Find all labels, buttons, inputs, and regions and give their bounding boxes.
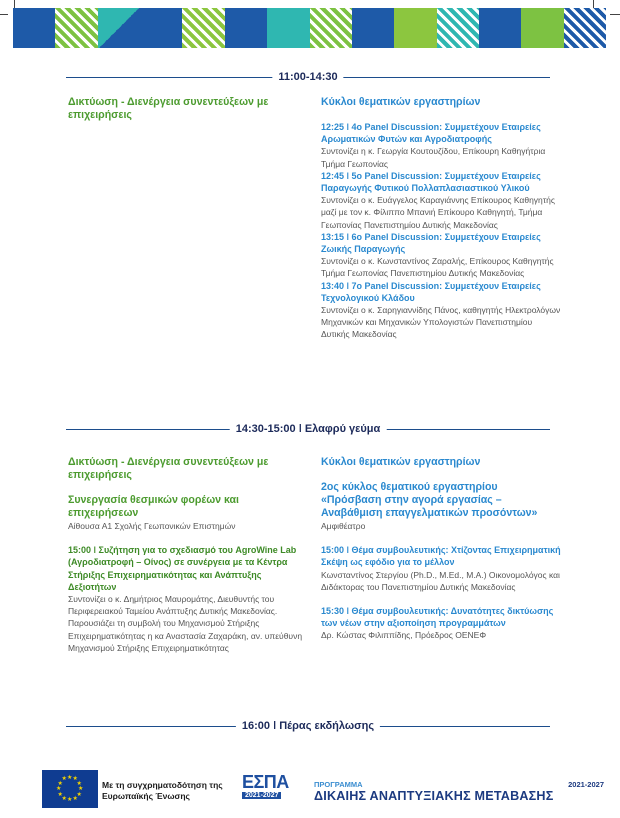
eu-cofunding-text: Με τη συγχρηματοδότηση της Ευρωπαϊκής Ένωσης — [102, 780, 223, 801]
panel-title: 13:40 ǀ 7ο Panel Discussion: Συμμετέχουν Εταιρείες Τεχνολογικού Κλάδου — [321, 280, 541, 303]
eu-flag-logo — [42, 770, 98, 808]
espa-logo — [242, 772, 312, 808]
section-heading: Δικτύωση - Διενέργεια συνεντεύξεων με επιχειρήσεις — [68, 96, 269, 121]
panel-desc: Συντονίζει ο κ. Σαρηγιαννίδης Πάνος, καθηγητής Ηλεκτρολόγων Μηχανικών και Μηχανικών Υπολογιστών Πανεπιστημίου Δυτικής Μακεδονίας — [321, 305, 561, 340]
session-time: 16:00 ǀ Πέρας εκδήλωσης — [236, 719, 380, 733]
star-icon: ★ — [57, 780, 63, 787]
star-icon: ★ — [76, 780, 82, 787]
star-icon: ★ — [76, 791, 82, 798]
crop-mark — [0, 14, 8, 15]
footer-logos — [42, 770, 602, 810]
section-heading: Κύκλοι θεματικών εργαστηρίων — [321, 456, 481, 468]
banner-tile — [352, 8, 394, 48]
banner-tile — [267, 8, 309, 48]
section-heading: Δικτύωση - Διενέργεια συνεντεύξεων με επιχειρήσεις — [68, 456, 269, 481]
panel-desc: Συντονίζει η κ. Γεωργία Κουτουζίδου, Επίκουρη Καθηγήτρια Τμήμα Γεωπονίας — [321, 146, 546, 169]
star-icon: ★ — [72, 795, 78, 802]
banner-tile — [13, 8, 55, 48]
banner-tile — [521, 8, 563, 48]
panel-title: 12:45 ǀ 5ο Panel Discussion: Συμμετέχουν Εταιρείες Παραγωγής Φυτικού Πολλαπλασιαστικού Υλικού — [321, 170, 541, 194]
block1-right — [321, 96, 561, 341]
star-icon: ★ — [78, 786, 84, 792]
programme-years: 2021-2027 — [568, 780, 604, 789]
item-desc: Δρ. Κώστας Φιλιππίδης, Πρόεδρος ΟΕΝΕΦ — [321, 630, 487, 641]
banner-tile — [225, 8, 267, 48]
section-heading: Κύκλοι θεματικών εργαστηρίων — [321, 96, 481, 108]
item-title: 15:00 ǀ Θέμα συμβουλευτικής: Χτίζοντας Επιχειρηματική Σκέψη ως εφόδιο για το μέλλον — [321, 545, 561, 568]
block1-left — [68, 96, 308, 122]
crop-mark — [14, 0, 15, 8]
block2-right — [321, 456, 561, 642]
panel-desc: Συντονίζει ο κ. Κωνσταντίνος Ζαραλής, Επίκουρος Καθηγητής Τμήμα Γεωπονίας Πανεπιστημίου Δυτικής Μακεδονίας — [321, 256, 554, 279]
banner-tile — [55, 8, 97, 48]
star-icon: ★ — [67, 797, 73, 803]
timeline-divider — [66, 719, 550, 733]
programme-name: ΔΙΚΑΙΗΣ ΑΝΑΠΤΥΞΙΑΚΗΣ ΜΕΤΑΒΑΣΗΣ — [314, 789, 554, 803]
star-icon: ★ — [57, 791, 63, 798]
venue: Αίθουσα Α1 Σχολής Γεωπονικών Επιστημών — [68, 521, 236, 531]
star-icon: ★ — [56, 786, 62, 792]
item-title: 15:30 ǀ Θέμα συμβουλευτικής: Δυνατότητες δικτύωσης των νέων στην αξιοποίηση προγραμμάτων — [321, 606, 554, 629]
banner-tile — [98, 8, 140, 48]
item-desc: Κωνσταντίνος Στεργίου (Ph.D., M.Ed., M.A.) Οικονομολόγος και Διδάκτορας του Πανεπιστημίου Δυτικής Μακεδονίας — [321, 569, 560, 592]
subsection-heading: 2ος κύκλος θεματικού εργαστηρίου «Πρόσβαση στην αγορά εργασίας – Αναβάθμιση επαγγελματικών προσόντων» — [321, 481, 538, 519]
programme-label: ΠΡΟΓΡΑΜΜΑ — [314, 780, 363, 789]
block2-left — [68, 456, 308, 654]
panel-title: 12:25 ǀ 4ο Panel Discussion: Συμμετέχουν Εταιρείες Αρωματικών Φυτών και Αγροδιατροφής — [321, 122, 541, 145]
timeline-divider — [66, 422, 550, 436]
crop-mark — [593, 0, 594, 8]
banner-tile — [310, 8, 352, 48]
item-title: 15:00 ǀ Συζήτηση για το σχεδιασμό του AgroWine Lab (Αγροδιατροφή – Οίνος) σε συνέργεια με τα Κέντρα Στήριξης Επιχειρηματικότητας και Ανάπτυξης Δεξιοτήτων — [68, 545, 297, 592]
session-time: 11:00-14:30 — [272, 70, 343, 84]
banner-tile — [394, 8, 436, 48]
subsection-heading: Συνεργασία θεσμικών φορέων και επιχειρήσεων — [68, 494, 239, 519]
espa-title: ΕΣΠΑ — [242, 772, 289, 792]
banner-tile — [140, 8, 182, 48]
star-icon: ★ — [67, 775, 73, 781]
banner-tile — [437, 8, 479, 48]
venue: Αμφιθέατρο — [321, 521, 366, 531]
programme-logo — [314, 780, 604, 803]
timeline-divider — [66, 70, 550, 84]
banner-tile — [182, 8, 224, 48]
item-desc: Συντονίζει ο κ. Δημήτριος Μαυρομάτης, Διευθυντής του Περιφερειακού Ταμείου Ανάπτυξης Δυτικής Μακεδονίας. Παρουσιάζει τη συμβολή του Μηχανισμού Στήριξης Επιχειρηματικότητας η κα Αναστασία Ζαχαράκη, αν. υπεύθυνη Μηχανισμού Στήριξης Επιχειρηματικότητας — [68, 594, 303, 653]
star-icon: ★ — [72, 776, 78, 783]
espa-years: 2021-2027 — [242, 792, 281, 799]
panel-title: 13:15 ǀ 6ο Panel Discussion: Συμμετέχουν Εταιρείες Ζωικής Παραγωγής — [321, 231, 541, 255]
banner-tile — [564, 8, 606, 48]
banner-tile — [479, 8, 521, 48]
star-icon: ★ — [61, 795, 67, 802]
header-banner — [13, 8, 606, 48]
crop-mark — [610, 14, 620, 15]
star-icon: ★ — [61, 776, 67, 783]
panel-desc: Συντονίζει ο κ. Ευάγγελος Καραγιάννης Επίκουρος Καθηγητής μαζί με τον κ. Φίλιππο Μπανιή Επίκουρο Καθηγητή, Τμήμα Γεωπονίας Πανεπιστημίου Δυτικής Μακεδονίας — [321, 195, 555, 230]
session-time: 14:30-15:00 ǀ Ελαφρύ γεύμα — [230, 422, 387, 436]
